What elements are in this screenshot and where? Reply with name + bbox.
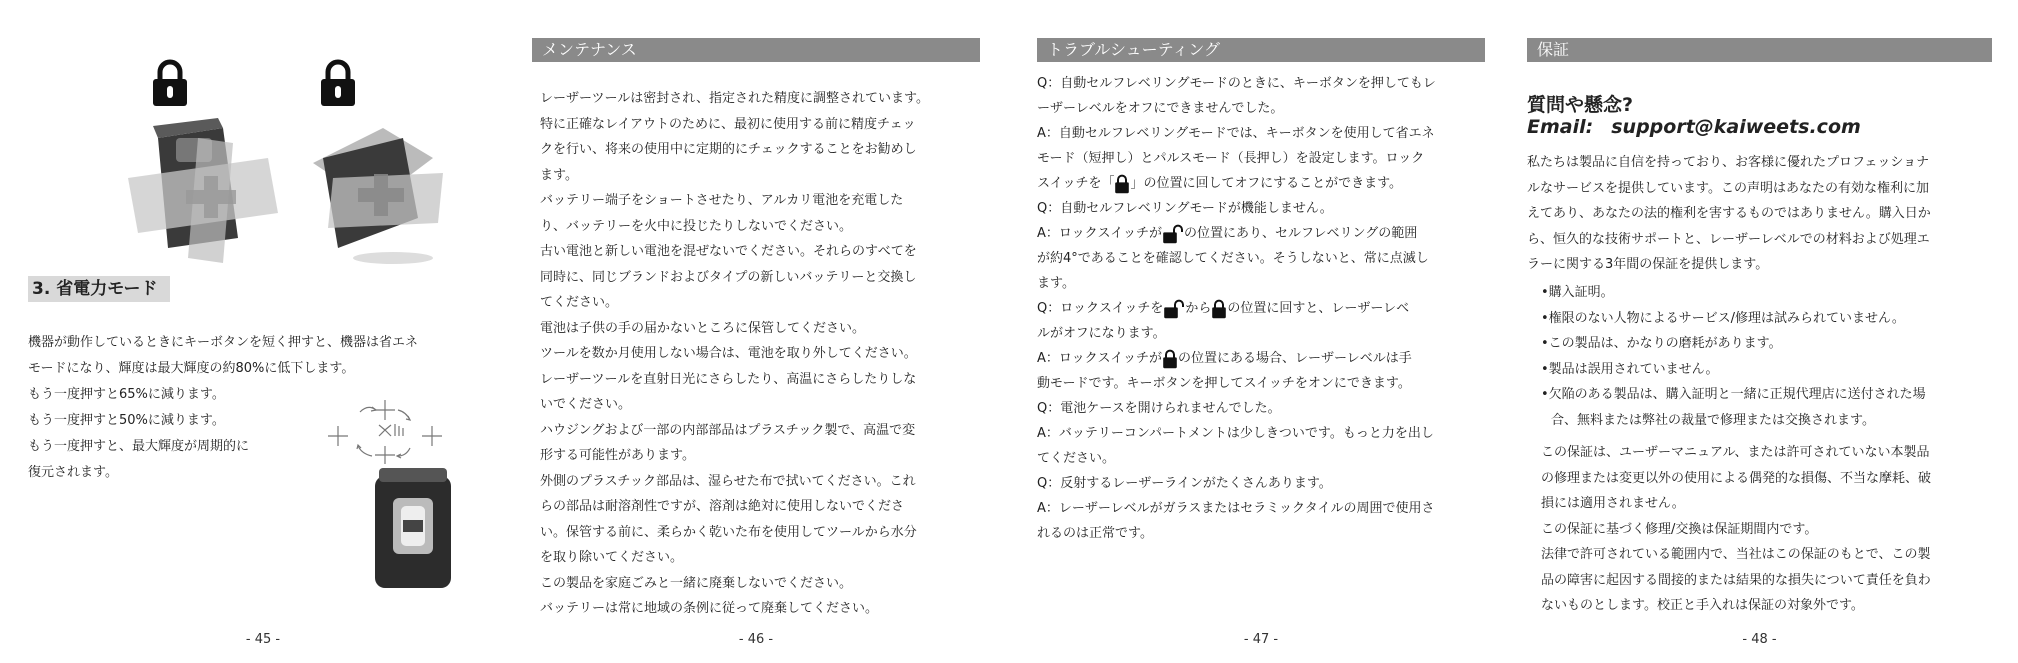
- text-fragment: A：ロックスイッチが: [1037, 351, 1162, 366]
- text-line: を取り除いてください。: [540, 550, 684, 565]
- warranty-closing: [1541, 440, 1991, 619]
- page-number: - 47 -: [1243, 632, 1279, 647]
- section-header: トラブルシューティング: [1037, 38, 1485, 62]
- answer-text: [1037, 222, 1485, 246]
- laser-level-device-image: [293, 118, 463, 268]
- text-line: の修理または変更以外の使用による偶発的な損傷、不当な摩耗、破: [1541, 470, 1932, 486]
- section-header: メンテナンス: [532, 38, 980, 62]
- text-line: バッテリー端子をショートさせたり、アルカリ電池を充電した: [540, 193, 904, 208]
- answer-text: [1037, 172, 1485, 196]
- page-45: [28, 0, 498, 663]
- answer-text: が約4°であることを確認してください。そうしないと、常に点滅し: [1037, 251, 1429, 266]
- text-line: レーザーツールを直射日光にさらしたり、高温にさらしたりしな: [540, 371, 917, 387]
- answer-text: 動モードです。キーボタンを押してスイッチをオンにできます。: [1037, 376, 1411, 391]
- section-title: 3. 省電力モード: [28, 276, 170, 302]
- answer-text: A：レーザーレベルがガラスまたはセラミックタイルの周囲で使用さ: [1037, 501, 1435, 516]
- text-line: モードになり、輝度は最大輝度の約80%に低下します。: [28, 361, 355, 376]
- text-line: い。保管する前に、柔らかく乾いた布を使用してツールから水分: [540, 524, 917, 540]
- question-text: ルがオフになります。: [1037, 326, 1166, 341]
- question-text: ーザーレベルをオフにできませんでした。: [1037, 101, 1284, 116]
- text-line: レーザーツールは密封され、指定された精度に調整されています。: [540, 91, 929, 106]
- text-fragment: の位置にあり、セルフレベリングの範囲: [1183, 226, 1418, 241]
- answer-text: [1037, 347, 1485, 371]
- text-fragment: スイッチを「: [1037, 176, 1115, 191]
- text-line: 形する可能性があります。: [540, 448, 695, 463]
- lock-closed-icon: [150, 58, 190, 108]
- question-text: Q：電池ケースを開けられませんでした。: [1037, 401, 1281, 416]
- email-label: Email:: [1527, 116, 1594, 138]
- lock-closed-icon: [1211, 299, 1227, 319]
- text-fragment: の位置にある場合、レーザーレベルは手: [1177, 351, 1412, 366]
- answer-text: モード（短押し）とパルスモード（長押し）を設定します。ロック: [1037, 151, 1425, 166]
- lock-closed-icon: [1114, 174, 1130, 194]
- page-48: [1527, 0, 1992, 663]
- text-line: ハウジングおよび一部の内部部品はプラスチック製で、高温で変: [540, 422, 916, 438]
- answer-text: A：自動セルフレベリングモードでは、キーボタンを使用して省エネ: [1037, 126, 1435, 141]
- text-line: この製品を家庭ごみと一緒に廃棄しないでください。: [540, 575, 853, 591]
- question-text: [1037, 297, 1485, 321]
- question-text: Q：反射するレーザーラインがたくさんあります。: [1037, 476, 1332, 491]
- email-address[interactable]: support@kaiweets.com: [1611, 116, 1861, 138]
- text-line: 復元されます。: [28, 465, 118, 480]
- section-header: 保証: [1527, 38, 1992, 62]
- text-line: この保証に基づく修理/交換は保証期間内です。: [1541, 521, 1818, 537]
- text-line: 同時に、同じブランドおよびタイプの新しいバッテリーと交換し: [540, 269, 917, 285]
- text-line: 電池は子供の手の届かないところに保管してください。: [540, 320, 866, 336]
- list-item: •欠陥のある製品は、購入証明と一緒に正規代理店に送付された場: [1541, 387, 1926, 402]
- laser-level-device-image: [128, 118, 298, 268]
- question-text: Q：自動セルフレベリングモードのときに、キーボタンを押してもレ: [1037, 76, 1436, 91]
- list-item: •製品は誤用されていません。: [1541, 361, 1719, 377]
- list-item: 合、無料または弊社の裁量で修理または交換されます。: [1551, 412, 1875, 428]
- brightness-cycle-icon: [328, 396, 443, 466]
- text-line: 品の障害に起因する間接的または結果的な損失について責任を負わ: [1541, 572, 1931, 588]
- text-line: バッテリーは常に地域の条例に従って廃棄してください。: [540, 601, 879, 616]
- text-line: ルなサービスを提供しています。この声明はあなたの有効な権利に加: [1527, 180, 1929, 196]
- email-line: [1527, 116, 1879, 138]
- page-46: [532, 0, 980, 663]
- text-line: この保証は、ユーザーマニュアル、または許可されていない本製品: [1541, 445, 1930, 460]
- maintenance-text: [540, 86, 980, 622]
- lock-closed-icon: [318, 58, 358, 108]
- text-line: 法律で許可されている範囲内で、当社はこの保証のもとで、この製: [1541, 547, 1931, 562]
- text-line: いでください。: [540, 397, 632, 412]
- troubleshooting-list: [1037, 72, 1485, 547]
- text-fragment: Q：ロックスイッチを: [1037, 301, 1164, 316]
- text-line: 古い電池と新しい電池を混ぜないでください。それらのすべてを: [540, 244, 917, 259]
- text-line: 機器が動作しているときにキーボタンを短く押すと、機器は省エネ: [28, 335, 419, 350]
- page-number: - 48 -: [1742, 632, 1777, 647]
- lock-closed-icon: [1162, 349, 1178, 369]
- text-line: ないものとします。校正と手入れは保証の対象外です。: [1541, 598, 1864, 613]
- list-item: •購入証明。: [1541, 285, 1614, 300]
- text-line: 特に正確なレイアウトのために、最初に使用する前に精度チェッ: [540, 116, 916, 132]
- text-line: らの部品は耐溶剤性ですが、溶剤は絶対に使用しないでくださ: [540, 499, 905, 514]
- text-line: ら、恒久的な技術サポートと、レーザーレベルでの材料および処理エ: [1527, 231, 1930, 247]
- answer-text: れるのは正常です。: [1037, 526, 1153, 541]
- text-fragment: の位置に回すと、レーザーレベ: [1227, 301, 1410, 316]
- answer-text: ます。: [1037, 276, 1075, 291]
- page-number: - 46 -: [738, 632, 774, 647]
- lock-open-icon: [1163, 299, 1185, 319]
- text-line: クを行い、将来の使用中に定期的にチェックすることをお勧めし: [540, 142, 917, 157]
- answer-text: A：バッテリーコンパートメントは少しきついです。もっと力を出し: [1037, 426, 1434, 441]
- question-text: Q：自動セルフレベリングモードが機能しません。: [1037, 201, 1333, 216]
- laser-level-device-image: [373, 466, 453, 594]
- text-line: り、バッテリーを火中に投じたりしないでください。: [540, 218, 853, 234]
- list-item: •権限のない人物によるサービス/修理は試みられていません。: [1541, 310, 1905, 326]
- text-line: もう一度押すと50%に減ります。: [28, 413, 225, 428]
- lock-open-icon: [1162, 224, 1184, 244]
- warranty-intro: [1527, 150, 1992, 278]
- text-fragment: A：ロックスイッチが: [1037, 226, 1162, 241]
- warranty-conditions: [1541, 280, 1991, 433]
- text-line: 損には適用されません。: [1541, 496, 1685, 511]
- text-line: 外側のプラスチック部品は、湿らせた布で拭いてください。これ: [540, 473, 916, 489]
- text-line: 私たちは製品に自信を持っており、お客様に優れたプロフェッショナ: [1527, 155, 1930, 170]
- text-fragment: から: [1185, 301, 1212, 316]
- text-line: えてあり、あなたの法的権利を害するものではありません。購入日か: [1527, 206, 1931, 221]
- text-line: もう一度押すと、最大輝度が周期的に: [28, 439, 250, 454]
- text-fragment: 」の位置に回してオフにすることができます。: [1130, 176, 1403, 191]
- text-line: ラーに関する3年間の保証を提供します。: [1527, 257, 1769, 272]
- page-number: - 45 -: [245, 632, 281, 647]
- answer-text: てください。: [1037, 451, 1116, 466]
- text-line: ます。: [540, 167, 578, 183]
- page-47: [1037, 0, 1485, 663]
- text-line: もう一度押すと65%に減ります。: [28, 387, 225, 402]
- list-item: •この製品は、かなりの磨耗があります。: [1541, 336, 1782, 351]
- text-line: ツールを数か月使用しない場合は、電池を取り外してください。: [540, 346, 917, 361]
- text-line: てください。: [540, 295, 619, 310]
- contact-heading: 質問や懸念?: [1527, 94, 1634, 116]
